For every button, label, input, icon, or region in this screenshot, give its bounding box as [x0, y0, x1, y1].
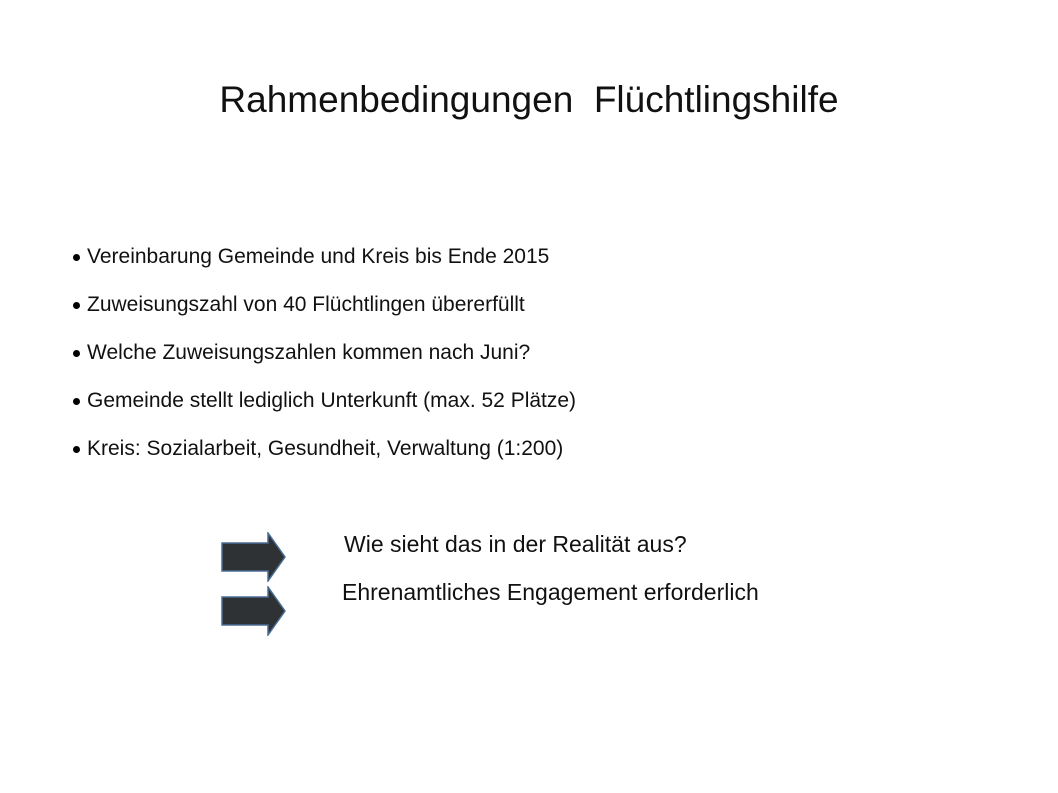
bullet-dot-icon [73, 398, 80, 405]
bullet-text: Kreis: Sozialarbeit, Gesundheit, Verwaltung (1:200) [87, 437, 564, 460]
arrow-right-icon [221, 532, 287, 582]
bullet-item [73, 233, 576, 281]
bullet-dot-icon [73, 302, 80, 309]
bullet-item [73, 425, 576, 473]
bullet-dot-icon [73, 446, 80, 453]
bullet-item [73, 377, 576, 425]
bullet-dot-icon [73, 350, 80, 357]
conclusion-statement: Ehrenamtliches Engagement erforderlich [342, 579, 759, 605]
bullet-text: Vereinbarung Gemeinde und Kreis bis Ende 2015 [87, 245, 550, 268]
bullet-item [73, 281, 576, 329]
bullet-item [73, 329, 576, 377]
bullet-list [73, 233, 576, 473]
bullet-text: Welche Zuweisungszahlen kommen nach Juni? [87, 341, 531, 364]
arrow-right-icon [221, 586, 287, 636]
conclusion-question: Wie sieht das in der Realität aus? [344, 531, 687, 557]
slide-title: Rahmenbedingungen Flüchtlingshilfe [219, 79, 839, 120]
bullet-text: Zuweisungszahl von 40 Flüchtlingen übererfüllt [87, 293, 525, 316]
bullet-dot-icon [73, 254, 80, 261]
bullet-text: Gemeinde stellt lediglich Unterkunft (max. 52 Plätze) [87, 389, 577, 412]
